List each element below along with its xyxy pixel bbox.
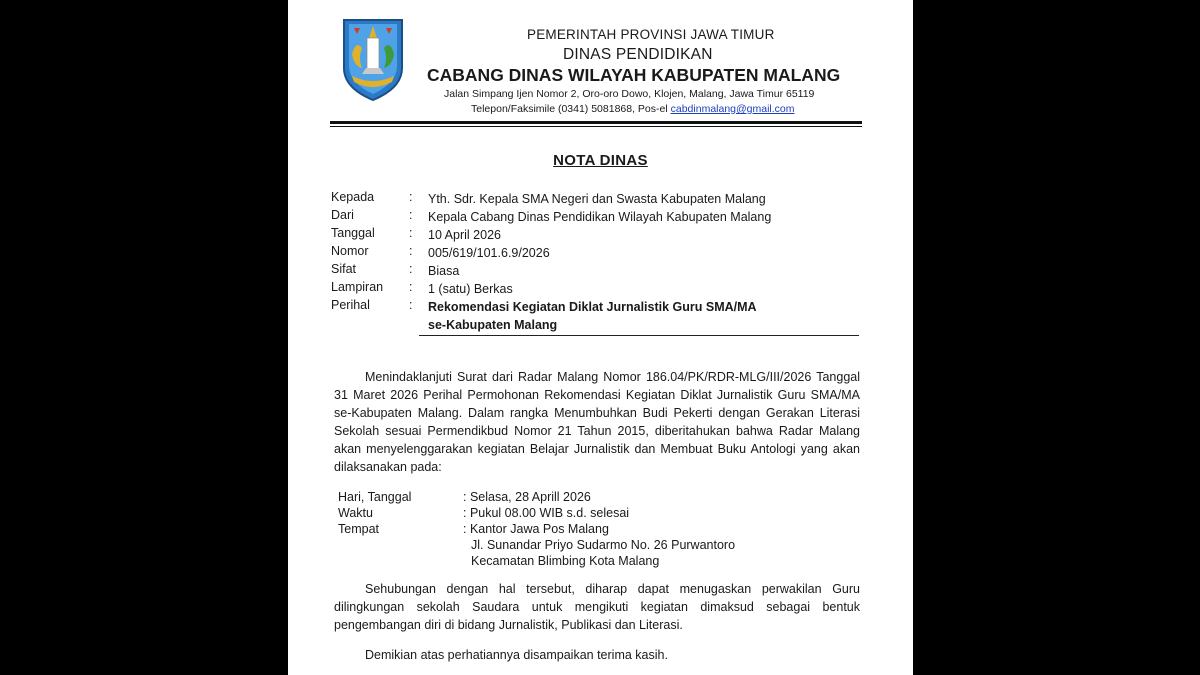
body-paragraph-request: Sehubungan dengan hal tersebut, diharap dapat menugaskan perwakilan Guru dilingkungan sekolah Saudara untuk mengikuti kegiatan dimaksud sebagai bentuk pengembangan diri di bidang Jurnalistik, Publikasi dan Literasi.	[334, 582, 860, 632]
schedule-address-line-2: Kecamatan Blimbing Kota Malang	[471, 554, 660, 568]
schedule-value: : Selasa, 28 Aprill 2026	[463, 490, 591, 504]
meta-value: 005/619/101.6.9/2026	[428, 246, 550, 260]
meta-value: Yth. Sdr. Kepala SMA Negeri dan Swasta Kabupaten Malang	[428, 192, 766, 206]
schedule-value: : Kantor Jawa Pos Malang	[463, 522, 609, 536]
body-paragraph-closing: Demikian atas perhatiannya disampaikan terima kasih.	[365, 648, 668, 662]
schedule-row-time	[338, 505, 735, 521]
subject-line-2: se-Kabupaten Malang	[428, 318, 558, 332]
letterhead-address: Jalan Simpang Ijen Nomor 2, Oro-oro Dowo, Klojen, Malang, Jawa Timur 65119	[444, 88, 815, 100]
meta-colon: :	[409, 244, 413, 258]
letterhead-thick-rule	[330, 121, 862, 124]
letterhead-phone: Telepon/Faksimile (0341) 5081868, Pos-el	[471, 103, 671, 115]
meta-row-tanggal	[331, 226, 861, 244]
meta-value: Biasa	[428, 264, 460, 278]
schedule-value: : Pukul 08.00 WIB s.d. selesai	[463, 506, 630, 520]
schedule-label: Hari, Tanggal	[338, 490, 412, 504]
letterhead-government: PEMERINTAH PROVINSI JAWA TIMUR	[527, 27, 775, 42]
schedule-label: Tempat	[338, 522, 379, 536]
letterhead-agency: DINAS PENDIDIKAN	[563, 46, 713, 63]
meta-key: Sifat	[331, 262, 357, 276]
meta-row-dari	[331, 208, 861, 226]
schedule-row-place	[338, 521, 735, 537]
meta-key: Dari	[331, 208, 354, 222]
document-page	[288, 0, 913, 675]
document-title: NOTA DINAS	[553, 152, 648, 169]
meta-row-lampiran	[331, 280, 861, 298]
meta-key: Perihal	[331, 298, 370, 312]
meta-value: 1 (satu) Berkas	[428, 282, 513, 296]
schedule-label: Waktu	[338, 506, 373, 520]
meta-row-sifat	[331, 262, 861, 280]
subject-line-1: Rekomendasi Kegiatan Diklat Jurnalistik Guru SMA/MA	[428, 300, 757, 314]
schedule-row-date	[338, 489, 735, 505]
meta-key: Tanggal	[331, 226, 375, 240]
body-paragraph-intro: Menindaklanjuti Surat dari Radar Malang Nomor 186.04/PK/RDR-MLG/III/2026 Tanggal 31 Maret 2026 Perihal Permohonan Rekomendasi Kegiatan Diklat Jurnalistik Guru SMA/MA se-Kabupaten Malang. Dalam rangka Menumbuhkan Budi Pekerti dengan Gerakan Literasi Sekolah sesuai Permendikbud Nomor 21 Tahun 2015, diberitahukan bahwa Radar Malang akan menyelenggarakan kegiatan Belajar Jurnalistik dan Membuat Buku Antologi yang akan dilaksanakan pada:	[334, 370, 860, 474]
meta-key: Kepada	[331, 190, 375, 204]
subject-underline	[419, 335, 859, 336]
memo-header	[331, 190, 861, 332]
meta-colon: :	[409, 226, 413, 240]
meta-key: Nomor	[331, 244, 369, 258]
meta-colon: :	[409, 208, 413, 222]
meta-value: 10 April 2026	[428, 228, 501, 242]
jawa-timur-coat-of-arms-icon	[340, 14, 406, 102]
letterhead-thin-rule	[330, 126, 862, 127]
meta-value-subject	[428, 298, 861, 334]
event-schedule	[338, 489, 735, 569]
meta-colon: :	[409, 190, 413, 204]
meta-colon: :	[409, 262, 413, 276]
meta-row-perihal	[331, 298, 861, 332]
schedule-address-line-1: Jl. Sunandar Priyo Sudarmo No. 26 Purwantoro	[471, 538, 736, 552]
email-link[interactable]: cabdinmalang@gmail.com	[670, 103, 795, 115]
meta-row-kepada	[331, 190, 861, 208]
meta-colon: :	[409, 280, 413, 294]
letterhead-contact	[471, 103, 795, 115]
meta-row-nomor	[331, 244, 861, 262]
letterhead-branch: CABANG DINAS WILAYAH KABUPATEN MALANG	[427, 65, 841, 85]
meta-colon: :	[409, 298, 413, 312]
meta-key: Lampiran	[331, 280, 384, 294]
meta-value: Kepala Cabang Dinas Pendidikan Wilayah Kabupaten Malang	[428, 210, 772, 224]
